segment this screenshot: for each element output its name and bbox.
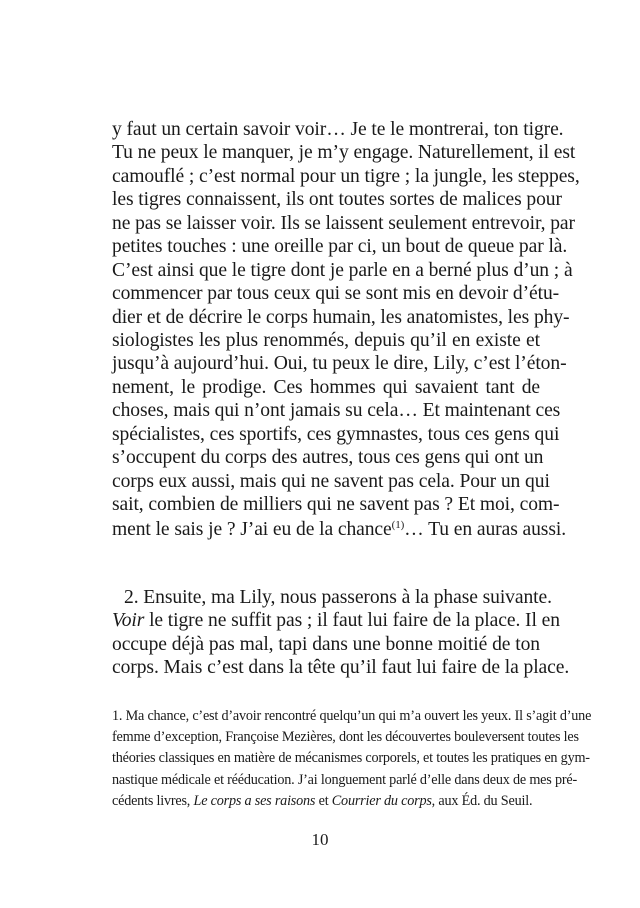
paragraph-line: camouflé ; c’est normal pour un tigre ; la jungle, les steppes, bbox=[112, 165, 580, 187]
paragraph-line: jusqu’à aujourd’hui. Oui, tu peux le dire, Lily, c’est l’éton- bbox=[112, 353, 567, 375]
emphasis: Voir bbox=[112, 610, 145, 632]
text: et bbox=[315, 792, 332, 809]
text: ment le sais je ? J’ai eu de la chance bbox=[112, 518, 392, 540]
footnote-line: femme d’exception, Françoise Mezières, dont les découvertes bouleversent toutes les bbox=[112, 729, 579, 746]
paragraph-line: s’occupent du corps des autres, tous ces gens qui ont un bbox=[112, 447, 544, 469]
book-title: Le corps a ses raisons bbox=[193, 792, 316, 809]
paragraph-line: corps eux aussi, mais qui ne savent pas cela. Pour un qui bbox=[112, 470, 550, 492]
footnote-line: nastique médicale et rééducation. J’ai longuement parlé d’elle dans deux de mes pré- bbox=[112, 771, 577, 788]
book-title: Courrier du corps bbox=[331, 792, 432, 809]
paragraph-line: occupe déjà pas mal, tapi dans une bonne moitié de ton bbox=[112, 633, 540, 655]
footnote-line: théories classiques en matière de mécanismes corporels, et toutes les pratiques en gym- bbox=[112, 750, 590, 767]
text: … Tu en auras aussi. bbox=[404, 518, 567, 540]
paragraph-line: spécialistes, ces sportifs, ces gymnastes, tous ces gens qui bbox=[112, 423, 560, 445]
footnote-line bbox=[112, 791, 540, 812]
text: cédents livres, bbox=[112, 792, 194, 809]
paragraph-line: y faut un certain savoir voir… Je te le montrerai, ton tigre. bbox=[112, 119, 564, 140]
paragraph-1 bbox=[112, 118, 580, 516]
footnote-line: 1. Ma chance, c’est d’avoir rencontré quelqu’un qui m’a ouvert les yeux. Il s’agit d’une bbox=[112, 708, 592, 724]
footnote bbox=[112, 706, 592, 812]
paragraph-line bbox=[112, 609, 560, 632]
paragraph-line: dier et de décrire le corps humain, les anatomistes, les phy- bbox=[112, 306, 570, 328]
paragraph-line: C’est ainsi que le tigre dont je parle en a berné plus d’un ; à bbox=[112, 259, 573, 281]
paragraph-line: 2. Ensuite, ma Lily, nous passerons à la phase suivante. bbox=[124, 587, 552, 608]
paragraph-line: commencer par tous ceux qui se sont mis en devoir d’étu- bbox=[112, 283, 560, 305]
paragraph-line: siologistes les plus renommés, depuis qu’il en existe et bbox=[112, 329, 540, 351]
text: , aux Éd. du Seuil. bbox=[431, 792, 533, 809]
paragraph-1-last-line bbox=[112, 518, 567, 541]
paragraph-line: corps. Mais c’est dans la tête qu’il faut lui faire de la place. bbox=[112, 657, 570, 679]
footnote-reference[interactable]: (1) bbox=[391, 518, 405, 531]
text: le tigre ne suffit pas ; il faut lui faire de la place. Il en bbox=[144, 610, 560, 632]
paragraph-line: Tu ne peux le manquer, je m’y engage. Naturellement, il est bbox=[112, 142, 576, 164]
paragraph-line: sait, combien de milliers qui ne savent pas ? Et moi, com- bbox=[112, 494, 560, 515]
paragraph-line: nement, le prodige. Ces hommes qui savaient tant de bbox=[112, 376, 540, 398]
paragraph-line: choses, mais qui n’ont jamais su cela… Et maintenant ces bbox=[112, 400, 561, 422]
paragraph-line: petites touches : une oreille par ci, un bout de queue par là. bbox=[112, 236, 568, 258]
page-number: 10 bbox=[311, 830, 329, 849]
paragraph-2 bbox=[112, 586, 570, 680]
paragraph-line: ne pas se laisser voir. Ils se laissent seulement entrevoir, par bbox=[112, 212, 575, 234]
paragraph-line: les tigres connaissent, ils ont toutes sortes de malices pour bbox=[112, 189, 562, 211]
